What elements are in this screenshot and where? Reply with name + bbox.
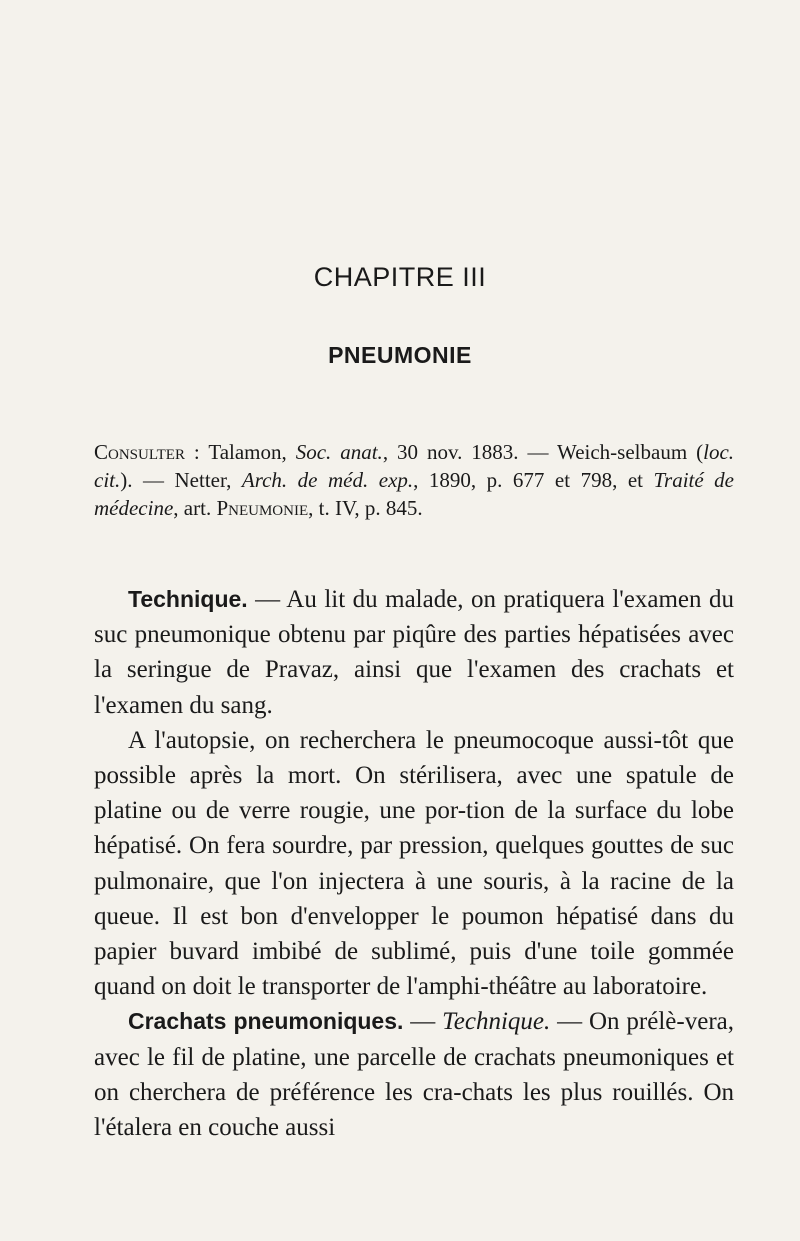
references-label: Consulter [94, 440, 185, 464]
references-italic-3: Arch. de méd. exp. [241, 468, 414, 492]
crachats-heading: Crachats pneumoniques. [128, 1008, 404, 1035]
crachats-paragraph [94, 1004, 734, 1145]
section-title: PNEUMONIE [328, 342, 472, 368]
references-text-2: , 30 nov. 1883. — Weich-selbaum ( [382, 440, 704, 464]
technique-paragraph [94, 582, 734, 723]
chapter-title: CHAPITRE III [313, 262, 487, 292]
references-text-5: , art. [173, 496, 217, 520]
references-italic-4: Traité de médecine [94, 468, 735, 520]
technique-text: — Au lit du malade, on pratiquera l'examen du suc pneumonique obtenu par piqûre des parties hépatisées avec la seringue de Pravaz, ainsi que l'examen des crachats et l'examen du sang. [94, 586, 734, 719]
references-sep: : [184, 440, 209, 464]
references-text-6: , t. IV, p. 845. [308, 496, 423, 520]
references-text-1: Talamon, [208, 440, 296, 464]
references-text-3: ). — Netter, [120, 468, 242, 492]
crachats-text: — On prélè-vera, avec le fil de platine, une parcelle de crachats pneumoniques et on cherchera de préférence les cra-chats les plus rouillés. On l'étalera en couche aussi [94, 1008, 734, 1142]
crachats-subheading: Technique. [442, 1008, 551, 1036]
references-italic-1: Soc. anat. [295, 440, 383, 464]
main-text [94, 582, 734, 1145]
autopsie-paragraph: A l'autopsie, on recherchera le pneumocoque aussi-tôt que possible après la mort. On stérilisera, avec une spatule de platine ou de verre rougie, une por-tion de la surface du lobe hépatisé. On fera sourdre, par pression, quelques gouttes de suc pulmonaire, que l'on injectera à une souris, à la racine de la queue. Il est bon d'envelopper le poumon hépatisé dans du papier buvard imbibé de sublimé, puis d'une toile gommée quand on doit le transporter de l'amphi-théâtre au laboratoire. [94, 726, 734, 1001]
references-smallcaps: Pneumonie [216, 496, 309, 520]
crachats-dash: — [403, 1008, 443, 1036]
references-text-4: , 1890, p. 677 et 798, et [413, 468, 654, 492]
technique-heading: Technique. [128, 586, 248, 612]
references-italic-2: loc. cit. [94, 440, 735, 492]
references-paragraph [94, 438, 734, 522]
